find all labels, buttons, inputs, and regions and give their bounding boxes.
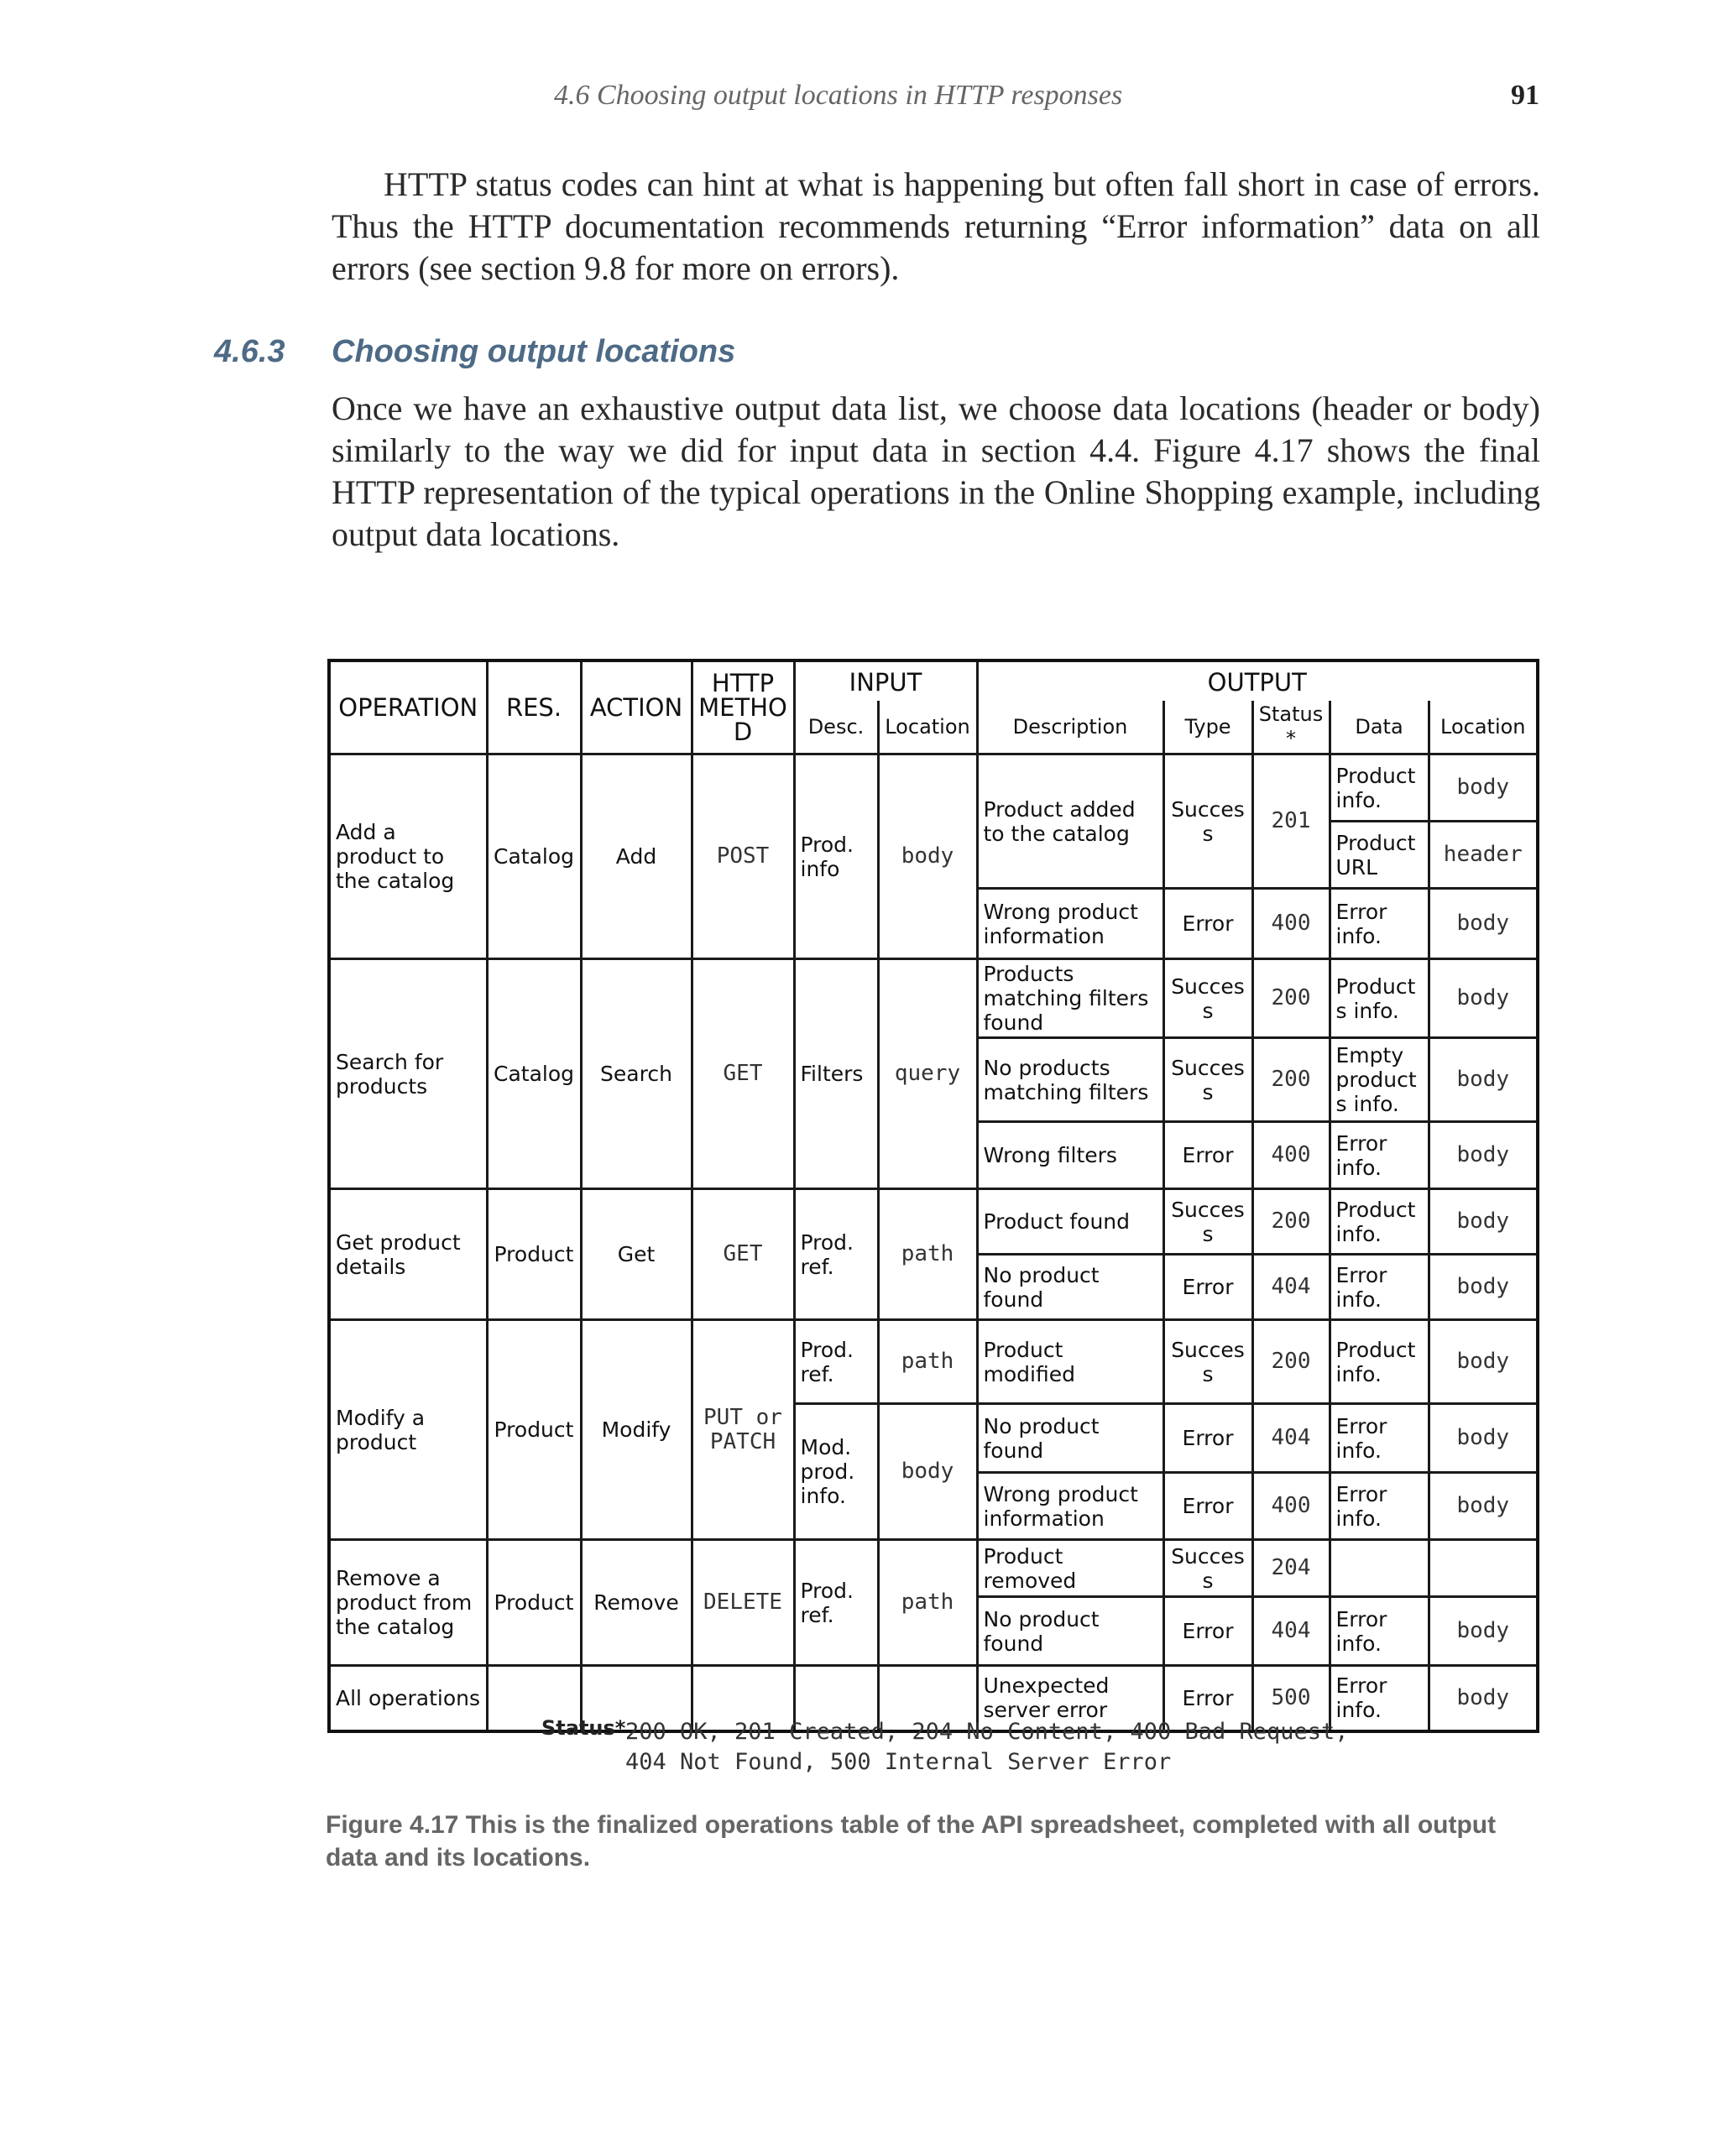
output-type-cell: Error	[1163, 1473, 1252, 1540]
output-location-cell: body	[1429, 754, 1538, 822]
output-type-cell: Error	[1163, 1404, 1252, 1473]
output-description-cell: Wrong product information	[977, 1473, 1163, 1540]
output-data-cell: Error info.	[1330, 889, 1429, 959]
input-desc-cell: Prod. info	[794, 754, 878, 959]
output-type-cell: Success	[1163, 1540, 1252, 1597]
col-header-output-location: Location	[1429, 701, 1538, 754]
col-header-operation: OPERATION	[329, 660, 487, 754]
status-note-label: Status*	[541, 1716, 626, 1740]
table-row	[329, 1189, 1538, 1255]
figure-caption: Figure 4.17 This is the finalized operations table of the API spreadsheet, completed with all output data and its locations.	[326, 1811, 1497, 1871]
col-header-input-desc: Desc.	[794, 701, 878, 754]
output-status-cell: 400	[1252, 889, 1330, 959]
operation-cell: Add a product to the catalog	[329, 754, 487, 959]
resource-cell: Product	[487, 1540, 581, 1666]
output-description-cell: No product found	[977, 1597, 1163, 1666]
table-row	[329, 754, 1538, 822]
output-description-cell: No product found	[977, 1404, 1163, 1473]
col-header-http-method: HTTP METHOD	[692, 660, 794, 754]
action-cell: Search	[581, 959, 692, 1189]
operations-table	[327, 659, 1539, 1733]
method-cell: GET	[692, 1189, 794, 1320]
paragraph-status-codes: HTTP status codes can hint at what is happening but often fall short in case of errors. Thus the HTTP documentation recommends returning “Error information” data on all errors (see section 9.8 for more on errors).	[332, 165, 1540, 287]
input-location-cell: body	[878, 1404, 977, 1540]
table-row	[329, 1320, 1538, 1404]
output-data-cell: Error info.	[1330, 1666, 1429, 1731]
col-header-output-type: Type	[1163, 701, 1252, 754]
operation-cell: Remove a product from the catalog	[329, 1540, 487, 1666]
operations-table-figure	[327, 659, 1536, 1723]
output-location-cell: body	[1429, 1255, 1538, 1320]
col-header-action: ACTION	[581, 660, 692, 754]
output-type-cell: Error	[1163, 1597, 1252, 1666]
action-cell: Remove	[581, 1540, 692, 1666]
operation-cell: Get product details	[329, 1189, 487, 1320]
output-data-cell: Products info.	[1330, 959, 1429, 1038]
output-type-cell: Success	[1163, 1038, 1252, 1122]
output-status-cell: 200	[1252, 1038, 1330, 1122]
output-data-cell: Error info.	[1330, 1122, 1429, 1189]
output-type-cell: Success	[1163, 754, 1252, 889]
output-location-cell: body	[1429, 1404, 1538, 1473]
output-location-cell: body	[1429, 889, 1538, 959]
operation-cell: Search for products	[329, 959, 487, 1189]
method-cell: GET	[692, 959, 794, 1189]
output-description-cell: No product found	[977, 1255, 1163, 1320]
running-head: 4.6 Choosing output locations in HTTP responses	[554, 80, 1123, 111]
output-status-cell: 404	[1252, 1597, 1330, 1666]
output-type-cell: Success	[1163, 959, 1252, 1038]
input-location-cell: body	[878, 754, 977, 959]
output-description-cell: Product found	[977, 1189, 1163, 1255]
col-header-input-location: Location	[878, 701, 977, 754]
input-location-cell: path	[878, 1540, 977, 1666]
output-description-cell: Wrong filters	[977, 1122, 1163, 1189]
output-status-cell: 400	[1252, 1473, 1330, 1540]
output-data-cell: Product info.	[1330, 1320, 1429, 1404]
method-cell: POST	[692, 754, 794, 959]
section-title: Choosing output locations	[332, 334, 736, 369]
method-cell: DELETE	[692, 1540, 794, 1666]
output-data-cell: Product info.	[1330, 1189, 1429, 1255]
output-location-cell: header	[1429, 822, 1538, 889]
output-status-cell: 200	[1252, 1320, 1330, 1404]
output-location-cell: body	[1429, 1189, 1538, 1255]
col-header-res: RES.	[487, 660, 581, 754]
output-data-cell: Error info.	[1330, 1255, 1429, 1320]
page-number: 91	[1511, 80, 1539, 111]
output-data-cell: Error info.	[1330, 1404, 1429, 1473]
input-location-cell: path	[878, 1320, 977, 1404]
output-type-cell: Success	[1163, 1320, 1252, 1404]
col-header-output-data: Data	[1330, 701, 1429, 754]
input-desc-cell: Filters	[794, 959, 878, 1189]
output-data-cell: Error info.	[1330, 1597, 1429, 1666]
output-description-cell: No products matching filters	[977, 1038, 1163, 1122]
output-status-cell: 404	[1252, 1404, 1330, 1473]
output-status-cell: 200	[1252, 959, 1330, 1038]
action-cell: Add	[581, 754, 692, 959]
output-data-cell: Product URL	[1330, 822, 1429, 889]
output-location-cell: body	[1429, 1122, 1538, 1189]
output-type-cell: Success	[1163, 1189, 1252, 1255]
paragraph-output-locations: Once we have an exhaustive output data list, we choose data locations (header or body) similarly to the way we did for input data in section 4.4. Figure 4.17 shows the final HTTP representation of the typical operations in the Online Shopping example, including output data locations.	[332, 389, 1540, 553]
output-location-cell: body	[1429, 1473, 1538, 1540]
col-header-output-status: Status*	[1252, 701, 1330, 754]
output-status-cell: 201	[1252, 754, 1330, 889]
action-cell: Get	[581, 1189, 692, 1320]
action-cell: Modify	[581, 1320, 692, 1540]
output-data-cell	[1330, 1540, 1429, 1597]
output-type-cell: Error	[1163, 1122, 1252, 1189]
output-type-cell: Error	[1163, 1666, 1252, 1731]
table-row	[329, 959, 1538, 1038]
status-legend-line2: 404 Not Found, 500 Internal Server Error	[625, 1749, 1172, 1775]
output-type-cell: Error	[1163, 889, 1252, 959]
output-description-cell: Wrong product information	[977, 889, 1163, 959]
status-legend-line1: 200 OK, 201 Created, 204 No Content, 400 Bad Request,	[625, 1719, 1349, 1745]
input-desc-cell: Prod. ref.	[794, 1189, 878, 1320]
output-type-cell: Error	[1163, 1255, 1252, 1320]
input-location-cell: path	[878, 1189, 977, 1320]
output-description-cell: Product modified	[977, 1320, 1163, 1404]
output-data-cell: Product info.	[1330, 754, 1429, 822]
col-group-output: OUTPUT	[977, 660, 1538, 701]
col-header-output-description: Description	[977, 701, 1163, 754]
col-group-input: INPUT	[794, 660, 977, 701]
output-status-cell: 204	[1252, 1540, 1330, 1597]
operation-cell: Modify a product	[329, 1320, 487, 1540]
output-description-cell: Product added to the catalog	[977, 754, 1163, 889]
output-status-cell: 500	[1252, 1666, 1330, 1731]
output-location-cell: body	[1429, 959, 1538, 1038]
resource-cell: Product	[487, 1189, 581, 1320]
input-desc-cell: Mod. prod. info.	[794, 1404, 878, 1540]
status-legend	[625, 1717, 1349, 1778]
method-cell: PUT or PATCH	[692, 1320, 794, 1540]
input-location-cell: query	[878, 959, 977, 1189]
resource-cell: Product	[487, 1320, 581, 1540]
output-status-cell: 404	[1252, 1255, 1330, 1320]
section-number: 4.6.3	[214, 334, 285, 369]
resource-cell: Catalog	[487, 754, 581, 959]
output-description-cell: Products matching filters found	[977, 959, 1163, 1038]
output-location-cell: body	[1429, 1320, 1538, 1404]
output-status-cell: 200	[1252, 1189, 1330, 1255]
output-location-cell: body	[1429, 1597, 1538, 1666]
output-status-cell: 400	[1252, 1122, 1330, 1189]
table-row	[329, 1540, 1538, 1597]
output-description-cell: Unexpected server error	[977, 1666, 1163, 1731]
header-row-top	[329, 660, 1538, 701]
input-desc-cell: Prod. ref.	[794, 1540, 878, 1666]
operation-cell: All operations	[329, 1666, 487, 1731]
input-desc-cell: Prod. ref.	[794, 1320, 878, 1404]
output-location-cell	[1429, 1540, 1538, 1597]
output-data-cell: Error info.	[1330, 1473, 1429, 1540]
output-description-cell: Product removed	[977, 1540, 1163, 1597]
output-data-cell: Empty products info.	[1330, 1038, 1429, 1122]
resource-cell: Catalog	[487, 959, 581, 1189]
output-location-cell: body	[1429, 1038, 1538, 1122]
output-location-cell: body	[1429, 1666, 1538, 1731]
